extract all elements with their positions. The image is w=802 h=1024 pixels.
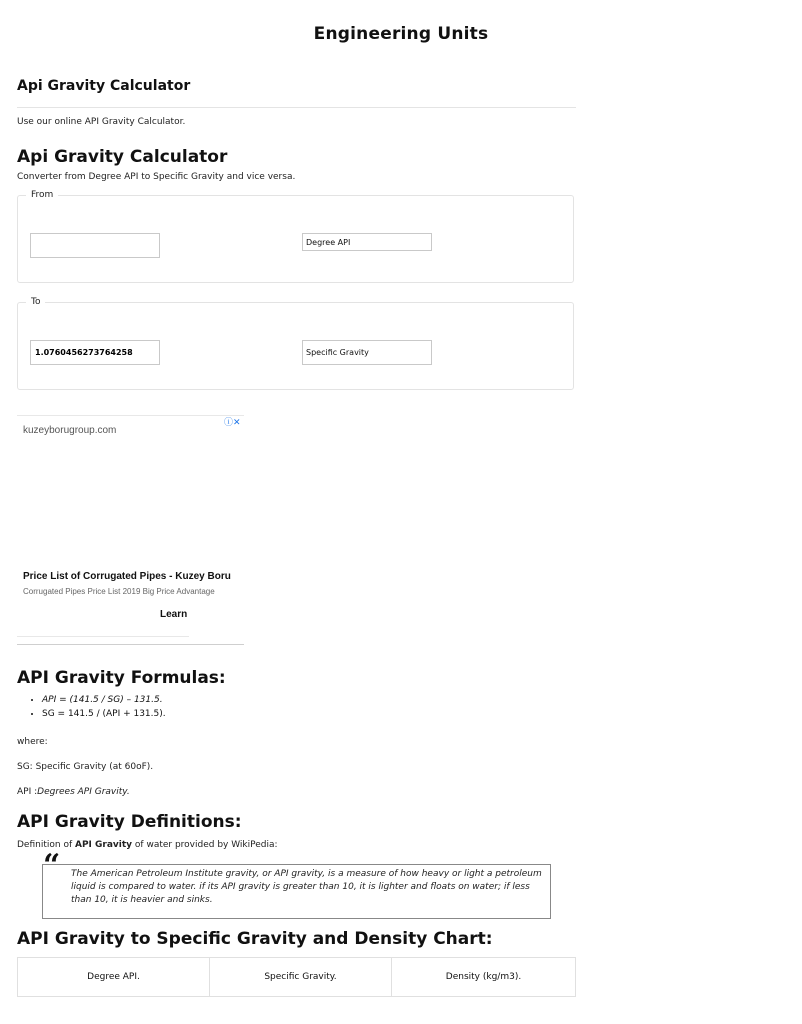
from-unit-select[interactable] <box>302 233 432 251</box>
wikipedia-quote <box>42 848 551 919</box>
chart-table-heading: API Gravity to Specific Gravity and Density Chart: <box>17 929 493 949</box>
formula-list <box>17 695 166 723</box>
page-intro: Use our online API Gravity Calculator. <box>17 117 186 127</box>
formula-item: • API = (141.5 / SG) – 131.5. <box>42 695 166 705</box>
column-header-specific-gravity: Specific Gravity. <box>210 958 392 997</box>
definitions-intro-prefix: Definition of <box>17 840 75 850</box>
definitions-heading: API Gravity Definitions: <box>17 812 242 832</box>
table-header-row <box>18 958 576 997</box>
to-unit-select[interactable] <box>302 340 432 365</box>
ad-choices-icons[interactable]: ⓘ✕ <box>224 418 241 428</box>
formulas-heading: API Gravity Formulas: <box>17 668 226 688</box>
to-unit-value: Specific Gravity <box>306 348 369 357</box>
from-unit-value: Degree API <box>306 237 351 247</box>
ad-divider <box>17 415 244 416</box>
api-prefix: API : <box>17 787 38 797</box>
definitions-intro-bold: API Gravity <box>74 840 133 850</box>
formula-where: where: <box>17 737 48 747</box>
calculator-heading: Api Gravity Calculator <box>17 147 228 167</box>
formula-sg-definition: SG: Specific Gravity (at 60oF). <box>17 762 154 772</box>
column-header-degree-api: Degree API. <box>18 958 210 997</box>
ad-divider <box>17 644 244 645</box>
quote-text: The American Petroleum Institute gravity, or API gravity, is a measure of how heavy or light a petroleum liquid is compared to water. if its API gravity is greater than 10, it is lighter and floats on water; if less than 10, it is heavier and sinks. <box>71 869 542 905</box>
from-value-input[interactable] <box>30 233 160 258</box>
ad-divider <box>17 636 189 637</box>
ad-title[interactable]: Price List of Corrugated Pipes - Kuzey Boru <box>23 571 231 582</box>
column-header-density: Density (kg/m3). <box>392 958 576 997</box>
page-title: Api Gravity Calculator <box>17 78 191 94</box>
formula-api-definition <box>17 787 130 797</box>
ad-learn-button[interactable]: Learn <box>160 609 188 620</box>
to-value-input[interactable] <box>30 340 160 365</box>
definitions-intro-suffix: of water provided by WikiPedia: <box>132 840 278 850</box>
site-title[interactable]: Engineering Units <box>313 24 489 44</box>
formula-item: • SG = 141.5 / (API + 131.5). <box>42 709 166 719</box>
calculator-description: Converter from Degree API to Specific Gravity and vice versa. <box>17 172 296 182</box>
api-chart-table <box>17 957 576 997</box>
to-legend: To <box>31 297 41 307</box>
api-definition-text: Degrees API Gravity. <box>37 787 130 797</box>
ad-domain[interactable]: kuzeyborugroup.com <box>23 425 117 436</box>
from-legend: From <box>31 190 54 200</box>
ad-description[interactable]: Corrugated Pipes Price List 2019 Big Price Advantage <box>23 587 215 596</box>
divider <box>17 107 576 108</box>
quote-icon: “ <box>43 848 61 883</box>
